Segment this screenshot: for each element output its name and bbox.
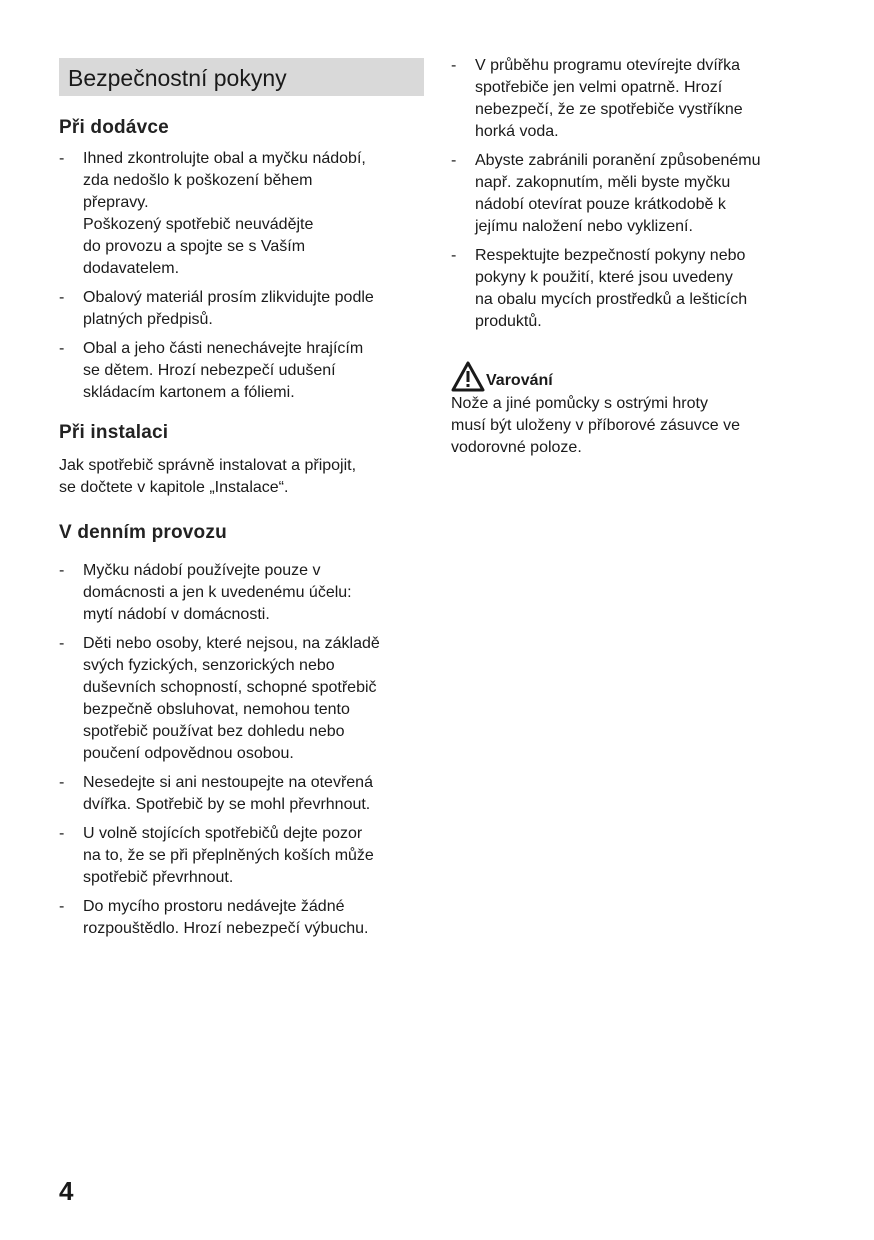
list-item: - Děti nebo osoby, které nejsou, na základě svých fyzických, senzorických nebo duševních schopností, schopné spotřebič bezpečně obsluhovat, nemohou tento spotřebič používat bez dohledu nebo poučení odpovědnou osobou. [59,633,424,765]
list-item: - Do mycího prostoru nedávejte žádné rozpouštědlo. Hrozí nebezpečí výbuchu. [59,896,424,940]
list-item: - U volně stojících spotřebičů dejte pozor na to, že se při přeplněných koších může spotřebič převrhnout. [59,823,424,889]
installation-text: Jak spotřebič správně instalovat a připojit, se dočtete v kapitole „Instalace“. [59,457,357,496]
list-item: - Respektujte bezpečností pokyny nebo pokyny k použití, které jsou uvedeny na obalu mycích prostředků a lešticích produktů. [451,245,811,333]
continued-list [451,55,811,333]
delivery-list [59,148,424,404]
warning-title: Varování [486,372,553,389]
right-column [451,55,811,459]
list-item: - Obal a jeho části nenechávejte hrajícím se dětem. Hrozí nebezpečí udušení skládacím kartonem a fóliemi. [59,338,424,404]
list-item: - Obalový materiál prosím zlikvidujte podle platných předpisů. [59,287,424,331]
daily-list [59,560,424,940]
heading-daily-operation: V denním provozu [59,522,227,543]
heading-installation: Při instalaci [59,422,169,443]
list-item: - Myčku nádobí používejte pouze v domácnosti a jen k uvedenému účelu: mytí nádobí v domácnosti. [59,560,424,626]
heading-delivery: Při dodávce [59,117,169,138]
warning-block [451,361,811,459]
warning-heading [451,361,811,392]
list-item: - Abyste zabránili poranění způsobenému např. zakopnutím, měli byste myčku nádobí otevírat pouze krátkodobě k jejímu naložení nebo vyklizení. [451,150,811,238]
warning-text: Nože a jiné pomůcky s ostrými hroty musí být uloženy v příborové zásuvce ve vodorovné poloze. [451,395,741,456]
warning-triangle-icon [451,361,485,392]
page-number: 4 [59,1176,74,1206]
list-item: - Ihned zkontrolujte obal a myčku nádobí, zda nedošlo k poškození během přepravy. Poškozený spotřebič neuvádějte do provozu a spojte se s Vaším dodavatelem. [59,148,424,280]
list-item: - V průběhu programu otevírejte dvířka spotřebiče jen velmi opatrně. Hrozí nebezpečí, že ze spotřebiče vystříkne horká voda. [451,55,811,143]
page-title: Bezpečnostní pokyny [59,58,424,96]
list-item: - Nesedejte si ani nestoupejte na otevřená dvířka. Spotřebič by se mohl převrhnout. [59,772,424,816]
left-column [59,58,424,947]
